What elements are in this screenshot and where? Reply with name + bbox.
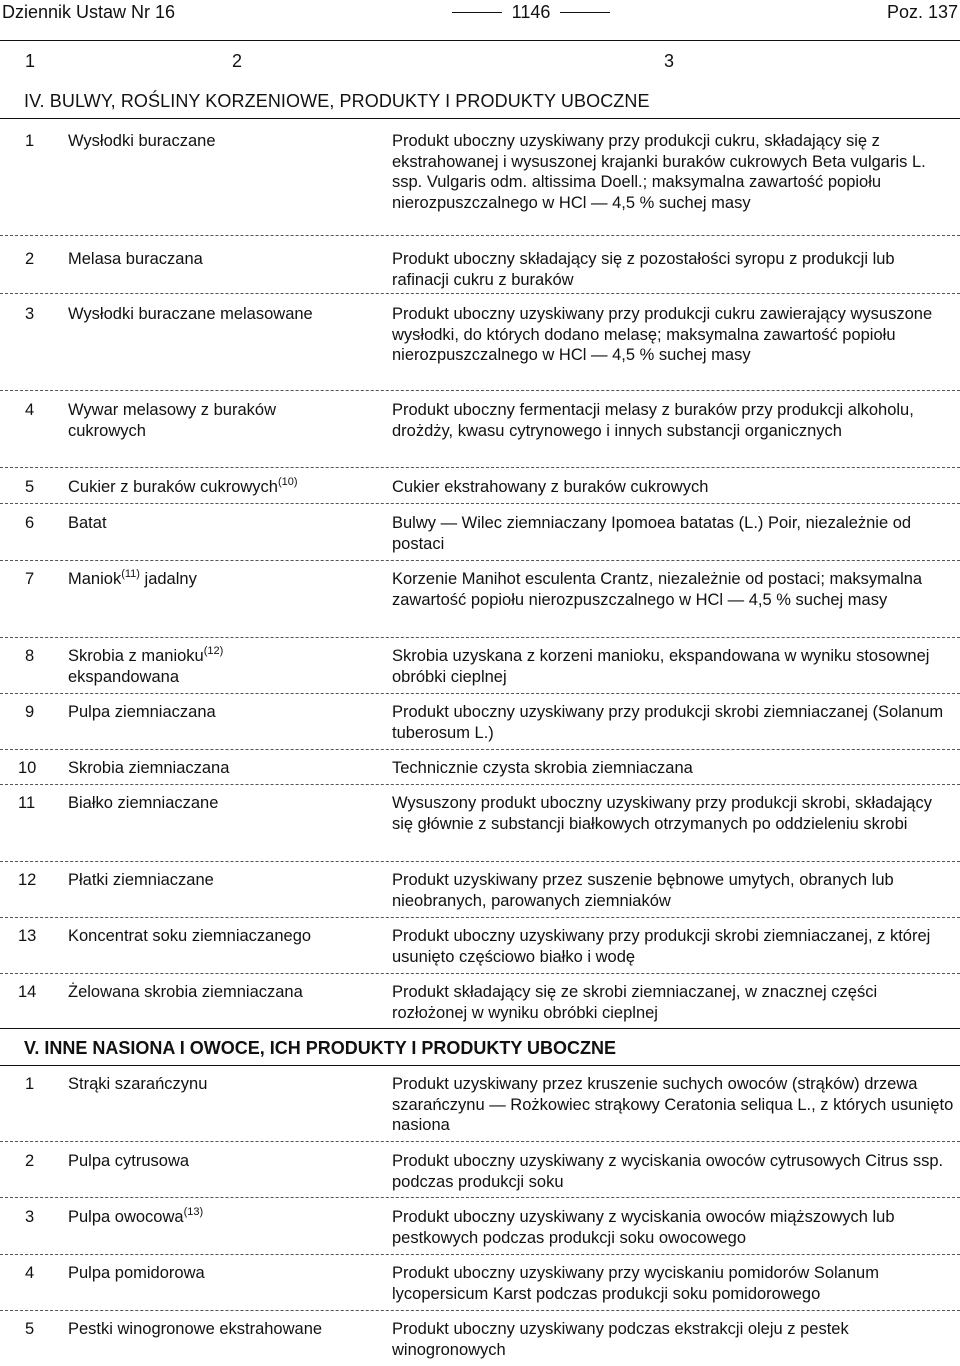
row-number: 1 bbox=[25, 132, 35, 150]
row-description: Korzenie Manihot esculenta Crantz, niezależnie od postaci; maksymalna zawartość popiołu nierozpuszczalnego w HCl — 4,5 % suchej masy bbox=[392, 570, 923, 609]
row-description: Produkt uboczny fermentacji melasy z buraków przy produkcji alkoholu, drożdży, kwasu cytrynowego i innych substancji organicznych bbox=[392, 401, 914, 440]
row-description: Produkt uboczny uzyskiwany przy produkcji cukru, składający się z ekstrahowanej i wysuszonej krajanki buraków cukrowych Beta vulgaris L. ssp. Vulgaris odm. altissima Doell.; maksymalna zawartość popiołu nierozpuszczalnego w HCl — 4,5 % suchej masy bbox=[392, 132, 926, 212]
row-number: 14 bbox=[18, 983, 37, 1001]
section-title: IV. BULWY, ROŚLINY KORZENIOWE, PRODUKTY I PRODUKTY UBOCZNE bbox=[24, 91, 650, 111]
row-separator bbox=[0, 1141, 960, 1142]
row-name: Pulpa pomidorowa bbox=[68, 1264, 205, 1282]
row-number: 1 bbox=[25, 1075, 35, 1093]
row-separator bbox=[0, 749, 960, 750]
dash-left bbox=[452, 12, 502, 13]
row-separator bbox=[0, 1310, 960, 1311]
footnote-marker: (13) bbox=[183, 1206, 204, 1218]
row-separator bbox=[0, 560, 960, 561]
row-name-text: Pulpa owocowa bbox=[68, 1208, 184, 1226]
column-number: 2 bbox=[232, 51, 243, 71]
row-name: Białko ziemniaczane bbox=[68, 794, 219, 812]
page-header bbox=[0, 0, 960, 24]
row-description: Produkt uboczny uzyskiwany z wyciskania owoców cytrusowych Citrus ssp. podczas produkcji soku bbox=[392, 1152, 944, 1191]
row-separator bbox=[0, 1254, 960, 1255]
row-number: 4 bbox=[25, 1264, 35, 1282]
row-description: Cukier ekstrahowany z buraków cukrowych bbox=[392, 478, 709, 496]
row-description: Produkt uboczny uzyskiwany przy produkcji skrobi ziemniaczanej (Solanum tuberosum L.) bbox=[392, 703, 944, 742]
row-description: Produkt uzyskiwany przez kruszenie suchych owoców (strąków) drzewa szarańczynu — Rożkowiec strąkowy Ceratonia seliqua L., z których usunięto nasiona bbox=[392, 1075, 954, 1134]
row-name: Pestki winogronowe ekstrahowane bbox=[68, 1320, 323, 1338]
row-name bbox=[68, 569, 378, 590]
row-name: Wywar melasowy z buraków cukrowych bbox=[68, 401, 276, 440]
page-number-group bbox=[452, 2, 611, 23]
row-name: Strąki szarańczynu bbox=[68, 1075, 208, 1093]
row-number: 7 bbox=[25, 570, 35, 588]
footnote-marker: (11) bbox=[121, 568, 140, 580]
row-name-suffix: jadalny bbox=[139, 570, 197, 588]
row-number: 5 bbox=[25, 1320, 35, 1338]
row-number: 2 bbox=[25, 1152, 35, 1170]
row-description: Produkt uboczny uzyskiwany z wyciskania owoców miąższowych lub pestkowych podczas produkcji soku owocowego bbox=[392, 1208, 895, 1247]
page-number: 1146 bbox=[511, 1, 551, 22]
top-rule bbox=[0, 40, 960, 41]
row-separator bbox=[0, 693, 960, 694]
row-description: Bulwy — Wilec ziemniaczany Ipomoea batatas (L.) Poir, niezależnie od postaci bbox=[392, 514, 912, 553]
row-name: Batat bbox=[68, 514, 107, 532]
row-name: Żelowana skrobia ziemniaczana bbox=[68, 983, 303, 1001]
row-description: Produkt składający się ze skrobi ziemniaczanej, w znacznej części rozłożonej w wyniku obróbki cieplnej bbox=[392, 983, 878, 1022]
journal-title: Dziennik Ustaw Nr 16 bbox=[2, 1, 176, 22]
row-number: 6 bbox=[25, 514, 35, 532]
row-separator bbox=[0, 861, 960, 862]
dash-right bbox=[560, 12, 610, 13]
row-name bbox=[68, 646, 378, 687]
section-rule bbox=[0, 118, 960, 119]
row-number: 5 bbox=[25, 478, 35, 496]
row-separator bbox=[0, 503, 960, 504]
row-number: 10 bbox=[18, 759, 37, 777]
row-separator bbox=[0, 390, 960, 391]
row-name-text: Skrobia z manioku bbox=[68, 647, 204, 665]
footnote-marker: (12) bbox=[203, 645, 224, 657]
row-name-line2: ekspandowana bbox=[68, 667, 180, 686]
row-number: 2 bbox=[25, 250, 35, 268]
row-number: 3 bbox=[25, 305, 35, 323]
row-separator bbox=[0, 784, 960, 785]
row-name bbox=[68, 477, 378, 498]
column-numbers bbox=[0, 51, 960, 77]
footnote-marker: (10) bbox=[278, 476, 298, 488]
row-separator bbox=[0, 973, 960, 974]
row-description: Technicznie czysta skrobia ziemniaczana bbox=[392, 759, 693, 777]
position-number: Poz. 137 bbox=[886, 1, 958, 22]
row-description: Wysuszony produkt uboczny uzyskiwany przy produkcji skrobi, składający się głównie z substancji białkowych otrzymanych po oddzieleniu skrobi bbox=[392, 794, 932, 833]
section-rule bbox=[0, 1065, 960, 1066]
row-number: 9 bbox=[25, 703, 35, 721]
row-name: Płatki ziemniaczane bbox=[68, 871, 214, 889]
row-name: Pulpa cytrusowa bbox=[68, 1152, 190, 1170]
row-number: 11 bbox=[18, 794, 36, 812]
row-separator bbox=[0, 1197, 960, 1198]
row-name bbox=[68, 1207, 378, 1228]
row-name: Koncentrat soku ziemniaczanego bbox=[68, 927, 312, 945]
row-description: Produkt uzyskiwany przez suszenie bębnowe umytych, obranych lub nieobranych, parowanych ziemniaków bbox=[392, 871, 894, 910]
row-separator bbox=[0, 917, 960, 918]
row-name-text: Cukier z buraków cukrowych bbox=[68, 478, 278, 496]
row-description: Produkt uboczny uzyskiwany przy produkcji cukru zawierający wysuszone wysłodki, do których dodano melasę; maksymalna zawartość popiołu nierozpuszczalnego w HCl — 4,5 % suchej masy bbox=[392, 305, 933, 364]
column-number: 3 bbox=[664, 51, 675, 71]
row-separator bbox=[0, 235, 960, 236]
row-name: Wysłodki buraczane melasowane bbox=[68, 305, 313, 323]
row-name: Melasa buraczana bbox=[68, 250, 203, 268]
row-number: 13 bbox=[18, 927, 37, 945]
row-number: 8 bbox=[25, 647, 35, 665]
section-rule bbox=[0, 1028, 960, 1029]
section-title: V. INNE NASIONA I OWOCE, ICH PRODUKTY I PRODUKTY UBOCZNE bbox=[24, 1038, 617, 1058]
row-description: Produkt uboczny uzyskiwany przy wyciskaniu pomidorów Solanum lycopersicum Karst podczas produkcji soku pomidorowego bbox=[392, 1264, 879, 1303]
row-description: Produkt uboczny składający się z pozostałości syropu z produkcji lub rafinacji cukru z buraków bbox=[392, 250, 895, 289]
row-number: 4 bbox=[25, 401, 35, 419]
row-name: Pulpa ziemniaczana bbox=[68, 703, 216, 721]
row-separator bbox=[0, 467, 960, 468]
row-description: Produkt uboczny uzyskiwany przy produkcji skrobi ziemniaczanej, z której usunięto częściowo białko i wodę bbox=[392, 927, 931, 966]
row-name: Skrobia ziemniaczana bbox=[68, 759, 230, 777]
row-number: 12 bbox=[18, 871, 37, 889]
row-separator bbox=[0, 293, 960, 294]
row-separator bbox=[0, 637, 960, 638]
row-description: Produkt uboczny uzyskiwany podczas ekstrakcji oleju z pestek winogronowych bbox=[392, 1320, 849, 1359]
row-name-text: Maniok bbox=[68, 570, 122, 588]
row-number: 3 bbox=[25, 1208, 35, 1226]
row-name: Wysłodki buraczane bbox=[68, 132, 216, 150]
column-number: 1 bbox=[25, 51, 36, 71]
row-description: Skrobia uzyskana z korzeni manioku, ekspandowana w wyniku stosownej obróbki cieplnej bbox=[392, 647, 930, 686]
